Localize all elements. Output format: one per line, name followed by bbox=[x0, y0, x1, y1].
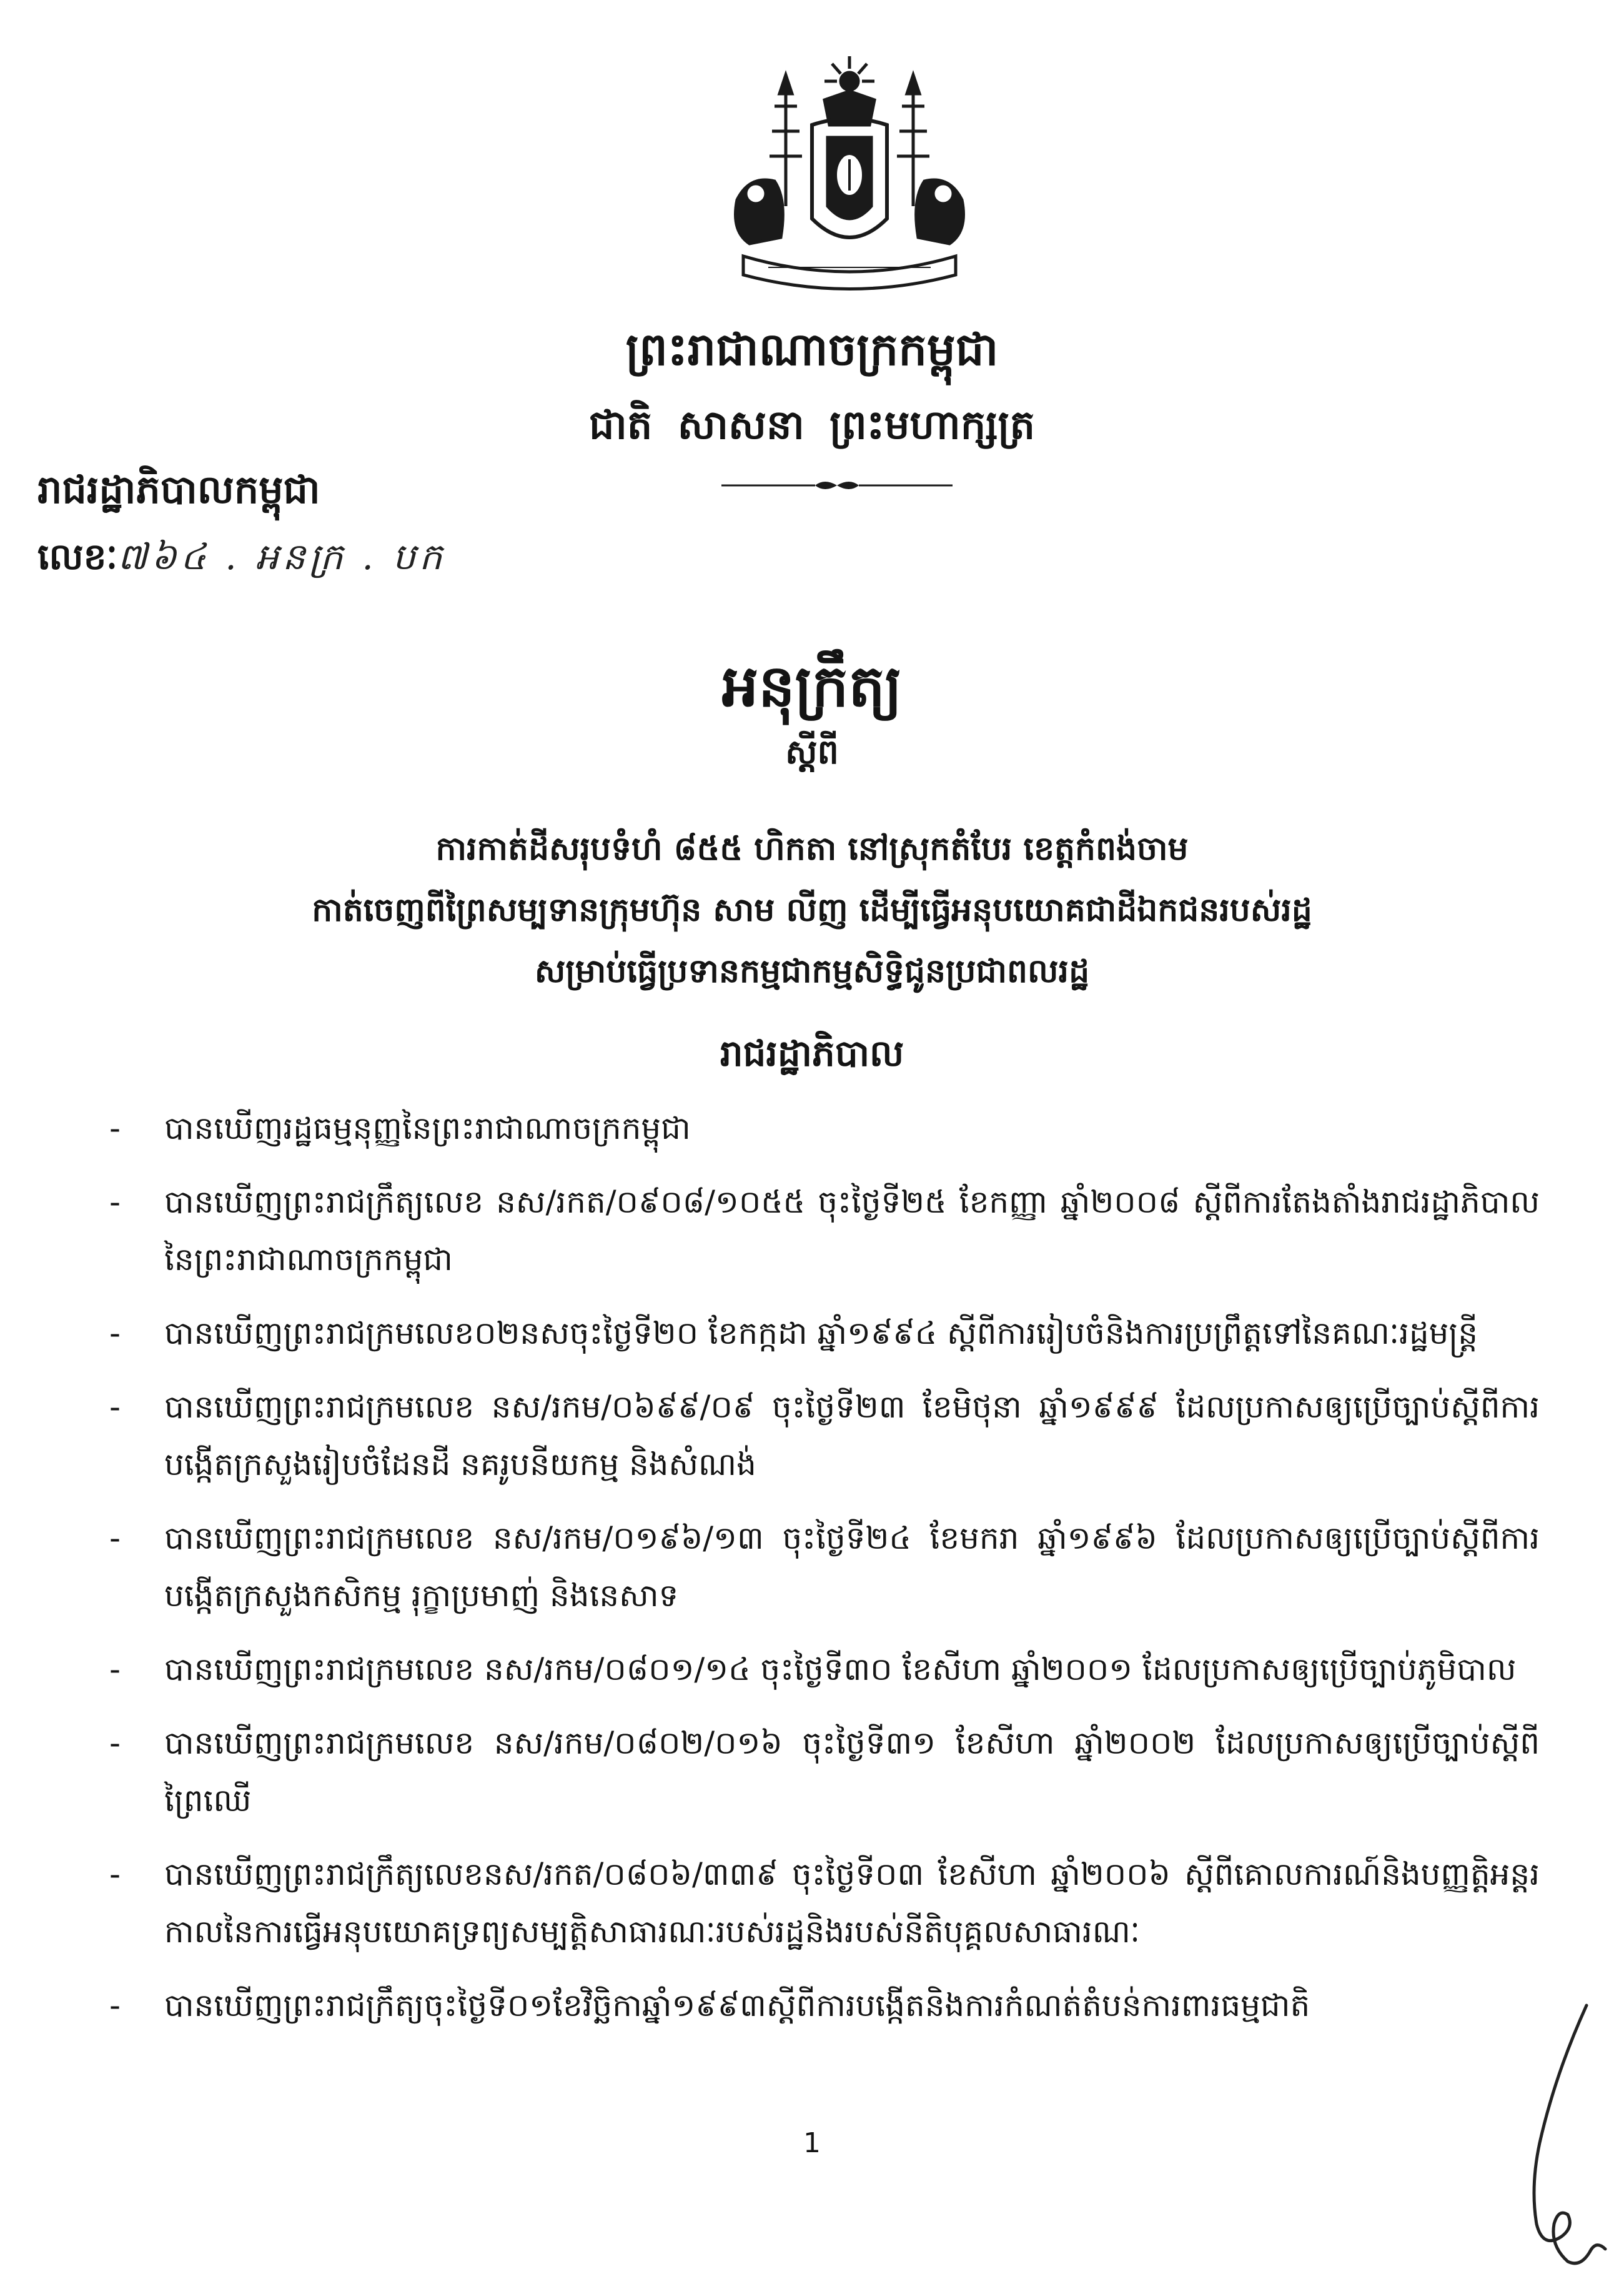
list-dash: - bbox=[109, 1651, 121, 1687]
reference-list bbox=[109, 1100, 1540, 2050]
document-number bbox=[37, 534, 446, 587]
reference-text: បានឃើញព្រះរាជក្រមលេខ នស/រកម/០៨០២/០១៦ ចុះថ្ងៃទី៣១ ខែសីហា ឆ្នាំ២០០២ ដែលប្រកាសឲ្យប្រើច្បាប់ស្តីពីព្រៃឈើ bbox=[164, 1725, 1540, 1819]
document-subject bbox=[100, 818, 1524, 1002]
reference-text: បានឃើញព្រះរាជក្រមលេខ នស/រកម/០១៩៦/១៣ ចុះថ្ងៃទី២៤ ខែមករា ឆ្នាំ១៩៩៦ ដែលប្រកាសឲ្យប្រើច្បាប់ស្តីពីការបង្កើតក្រសួងកសិកម្ម រុក្ខាប្រមាញ់ និងនេសាទ bbox=[164, 1520, 1540, 1614]
list-dash: - bbox=[109, 1184, 121, 1220]
royal-coat-of-arms-icon bbox=[712, 56, 987, 306]
reference-item bbox=[109, 1304, 1540, 1362]
about-label: ស្តីពី bbox=[785, 732, 839, 772]
list-dash: - bbox=[109, 1987, 121, 2023]
subject-line: ការកាត់ដីសរុបទំហំ ៨៥៥ ហិកតា នៅស្រុកតំបែរ ខេត្តកំពង់ចាម bbox=[435, 830, 1189, 868]
list-dash: - bbox=[109, 1725, 121, 1761]
list-dash: - bbox=[109, 1389, 121, 1425]
list-dash: - bbox=[109, 1110, 121, 1146]
reference-item bbox=[109, 1173, 1540, 1288]
issuing-government: រាជរដ្ឋាភិបាលកម្ពុជា bbox=[37, 467, 320, 512]
handwritten-initial-icon bbox=[1480, 1999, 1618, 2274]
reference-text: បានឃើញរដ្ឋធម្មនុញ្ញនៃព្រះរាជាណាចក្រកម្ពុជា bbox=[164, 1110, 691, 1146]
divider-ornament bbox=[721, 478, 953, 493]
reference-text: បានឃើញព្រះរាជក្រមលេខ នស/រកម/០៦៩៩/០៩ ចុះថ្ងៃទី២៣ ខែមិថុនា ឆ្នាំ១៩៩៩ ដែលប្រកាសឲ្យប្រើច្បាប់ស្តីពីការបង្កើតក្រសួងរៀបចំដែនដី នគរូបនីយកម្ម និងសំណង់ bbox=[164, 1389, 1540, 1482]
list-dash: - bbox=[109, 1520, 121, 1556]
kingdom-name: ព្រះរាជាណាចក្រកម្ពុជា bbox=[625, 322, 999, 375]
page-number: 1 bbox=[803, 2127, 821, 2159]
reference-item bbox=[109, 1641, 1540, 1698]
reference-item bbox=[109, 1714, 1540, 1829]
reference-text: បានឃើញព្រះរាជក្រឹត្យលេខ នស/រកត/០៩០៨/១០៥៥ ចុះថ្ងៃទី២៥ ខែកញ្ញា ឆ្នាំ២០០៨ ស្តីពីការតែងតាំងរាជរដ្ឋាភិបាលនៃព្រះរាជាណាចក្រកម្ពុជា bbox=[164, 1184, 1540, 1278]
reference-text: បានឃើញព្រះរាជក្រមលេខ នស/រកម/០៨០១/១៤ ចុះថ្ងៃទី៣០ ខែសីហា ឆ្នាំ២០០១ ដែលប្រកាសឲ្យប្រើច្បាប់ភូមិបាល bbox=[164, 1651, 1517, 1687]
reference-item bbox=[109, 1845, 1540, 1960]
document-type: អនុក្រឹត្យ bbox=[721, 652, 903, 720]
list-dash: - bbox=[109, 1315, 121, 1351]
reference-item bbox=[109, 1378, 1540, 1493]
document-number-prefix: លេខៈ bbox=[37, 535, 118, 578]
document-number-handwritten: ៧៦៤ . អនក្រ . បក bbox=[117, 535, 446, 578]
reference-text: បានឃើញព្រះរាជក្រមលេខ០២នសចុះថ្ងៃទី២០ ខែកក្កដា ឆ្នាំ១៩៩៤ ស្តីពីការរៀបចំនិងការប្រព្រឹត្តទៅនៃគណៈរដ្ឋមន្ត្រី bbox=[164, 1315, 1478, 1351]
reference-item bbox=[109, 1509, 1540, 1624]
reference-item bbox=[109, 1977, 1540, 2034]
reference-text: បានឃើញព្រះរាជក្រឹត្យចុះថ្ងៃទី០១ខែវិច្ឆិកាឆ្នាំ១៩៩៣ស្តីពីការបង្កើតនិងការកំណត់តំបន់ការពារធម្មជាតិ bbox=[164, 1987, 1310, 2023]
body-heading: រាជរដ្ឋាភិបាល bbox=[720, 1032, 904, 1075]
reference-item bbox=[109, 1100, 1540, 1157]
list-dash: - bbox=[109, 1856, 121, 1892]
subject-line: កាត់ចេញពីព្រៃសម្បទានក្រុមហ៊ុន សាម លីញ ដើម្បីធ្វើអនុបយោគជាដីឯកជនរបស់រដ្ឋ bbox=[312, 891, 1312, 929]
reference-text: បានឃើញព្រះរាជក្រឹត្យលេខនស/រកត/០៨០៦/៣៣៩ ចុះថ្ងៃទី០៣ ខែសីហា ឆ្នាំ២០០៦ ស្តីពីគោលការណ៍និងបញ្ញត្តិអន្តរកាលនៃការធ្វើអនុបយោគទ្រព្យសម្បត្តិសាធារណៈរបស់រដ្ឋនិងរបស់នីតិបុគ្គលសាធារណៈ bbox=[164, 1856, 1540, 1950]
subject-line: សម្រាប់ធ្វើប្រទានកម្មជាកម្មសិទ្ធិជូនប្រជាពលរដ្ឋ bbox=[534, 953, 1090, 990]
national-motto: ជាតិ សាសនា ព្រះមហាក្សត្រ bbox=[588, 402, 1036, 449]
